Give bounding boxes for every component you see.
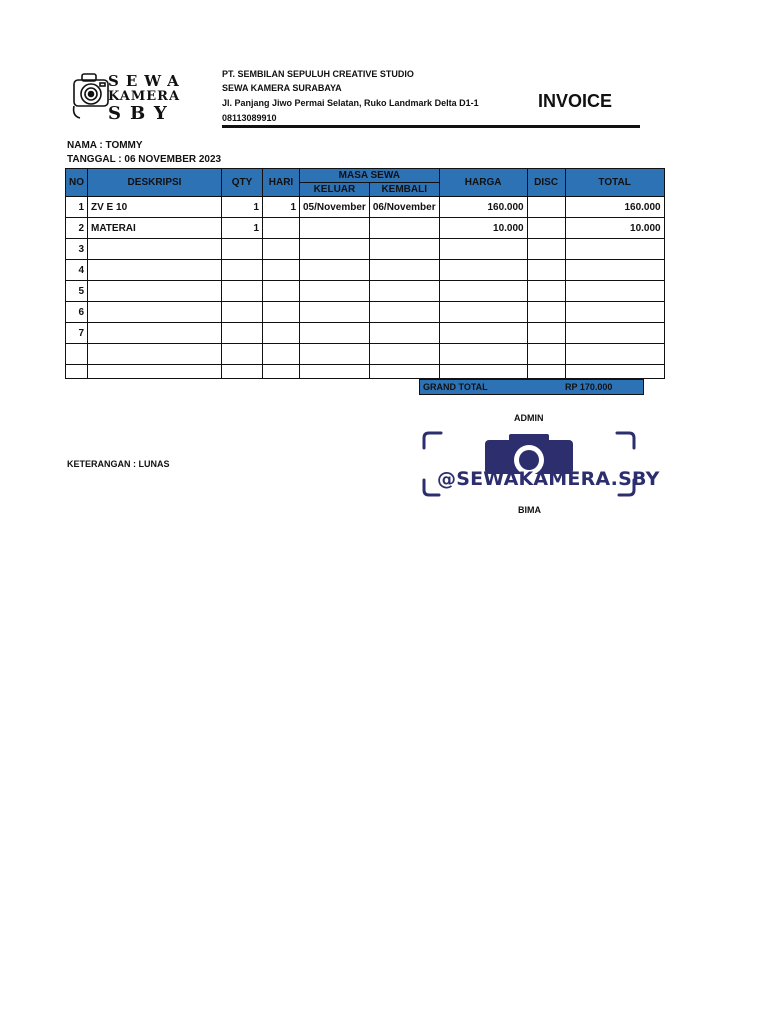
cell-qty	[222, 323, 263, 344]
table-row	[66, 260, 665, 281]
header-divider	[222, 125, 640, 128]
cell-description	[88, 344, 222, 365]
logo-word-3: SBY	[108, 103, 176, 124]
cell-return	[369, 260, 439, 281]
stamp-handle: @SEWAKAMERA.SBY	[437, 468, 660, 490]
signer-name: BIMA	[518, 505, 541, 515]
cell-disc	[527, 344, 565, 365]
cell-total	[565, 239, 664, 260]
invoice-date: TANGGAL : 06 NOVEMBER 2023	[67, 154, 222, 165]
col-header-out: KELUAR	[300, 183, 370, 197]
cell-description	[88, 365, 222, 379]
cell-description	[88, 302, 222, 323]
camera-logo-icon	[70, 66, 196, 124]
cell-total	[565, 302, 664, 323]
cell-out	[300, 218, 370, 239]
cell-price	[439, 260, 527, 281]
cell-qty	[222, 344, 263, 365]
cell-no: 6	[66, 302, 88, 323]
cell-out	[300, 239, 370, 260]
payment-note: KETERANGAN : LUNAS	[67, 459, 170, 469]
col-header-description: DESKRIPSI	[88, 169, 222, 197]
cell-days	[263, 302, 300, 323]
cell-qty	[222, 239, 263, 260]
cell-total	[565, 323, 664, 344]
company-logo	[70, 66, 196, 124]
brand-name: SEWA KAMERA SURABAYA	[222, 83, 342, 93]
col-header-qty: QTY	[222, 169, 263, 197]
cell-description	[88, 323, 222, 344]
cell-disc	[527, 197, 565, 218]
cell-days	[263, 218, 300, 239]
cell-no	[66, 365, 88, 379]
invoice-table	[65, 168, 665, 379]
col-header-days: HARI	[263, 169, 300, 197]
col-header-total: TOTAL	[565, 169, 664, 197]
cell-return	[369, 302, 439, 323]
cell-no: 2	[66, 218, 88, 239]
table-row	[66, 218, 665, 239]
cell-description	[88, 239, 222, 260]
cell-out	[300, 365, 370, 379]
cell-days	[263, 365, 300, 379]
cell-total	[565, 281, 664, 302]
cell-qty	[222, 365, 263, 379]
cell-out	[300, 281, 370, 302]
table-row	[66, 281, 665, 302]
cell-out: 05/November	[300, 197, 370, 218]
cell-days	[263, 323, 300, 344]
cell-days	[263, 260, 300, 281]
col-header-price: HARGA	[439, 169, 527, 197]
cell-no: 4	[66, 260, 88, 281]
cell-qty	[222, 302, 263, 323]
cell-disc	[527, 323, 565, 344]
cell-description: MATERAI	[88, 218, 222, 239]
cell-disc	[527, 260, 565, 281]
cell-qty	[222, 260, 263, 281]
cell-return	[369, 344, 439, 365]
cell-price: 160.000	[439, 197, 527, 218]
cell-total: 160.000	[565, 197, 664, 218]
cell-days: 1	[263, 197, 300, 218]
cell-no: 5	[66, 281, 88, 302]
table-row	[66, 197, 665, 218]
cell-no: 3	[66, 239, 88, 260]
cell-out	[300, 344, 370, 365]
logo-word-1: SEWA	[108, 72, 186, 90]
cell-return: 06/November	[369, 197, 439, 218]
cell-disc	[527, 239, 565, 260]
cell-return	[369, 218, 439, 239]
cell-price	[439, 239, 527, 260]
table-row	[66, 302, 665, 323]
cell-description	[88, 260, 222, 281]
cell-total	[565, 344, 664, 365]
company-stamp	[421, 430, 660, 500]
table-row	[66, 239, 665, 260]
cell-no: 7	[66, 323, 88, 344]
cell-no: 1	[66, 197, 88, 218]
cell-disc	[527, 365, 565, 379]
company-name: PT. SEMBILAN SEPULUH CREATIVE STUDIO	[222, 69, 414, 79]
cell-qty: 1	[222, 197, 263, 218]
company-phone: 08113089910	[222, 113, 277, 123]
cell-qty: 1	[222, 218, 263, 239]
cell-return	[369, 281, 439, 302]
cell-return	[369, 365, 439, 379]
signature-role: ADMIN	[514, 413, 544, 423]
logo-word-2: KAMERA	[108, 89, 181, 104]
col-header-rental-period: MASA SEWA	[300, 169, 440, 183]
grand-total-label: GRAND TOTAL	[423, 382, 488, 392]
cell-price	[439, 365, 527, 379]
grand-total-bar	[419, 379, 644, 395]
cell-price	[439, 302, 527, 323]
cell-out	[300, 302, 370, 323]
cell-disc	[527, 218, 565, 239]
cell-return	[369, 323, 439, 344]
cell-days	[263, 344, 300, 365]
col-header-return: KEMBALI	[369, 183, 439, 197]
cell-disc	[527, 302, 565, 323]
cell-price	[439, 323, 527, 344]
cell-price: 10.000	[439, 218, 527, 239]
col-header-no: NO	[66, 169, 88, 197]
company-address: Jl. Panjang Jiwo Permai Selatan, Ruko Landmark Delta D1-1	[222, 98, 479, 108]
cell-qty	[222, 281, 263, 302]
cell-out	[300, 260, 370, 281]
cell-total: 10.000	[565, 218, 664, 239]
table-row	[66, 323, 665, 344]
table-row	[66, 365, 665, 379]
customer-name: NAMA : TOMMY	[67, 140, 143, 151]
cell-price	[439, 344, 527, 365]
cell-days	[263, 281, 300, 302]
cell-no	[66, 344, 88, 365]
cell-return	[369, 239, 439, 260]
invoice-title: INVOICE	[538, 91, 613, 111]
col-header-disc: DISC	[527, 169, 565, 197]
cell-out	[300, 323, 370, 344]
cell-total	[565, 260, 664, 281]
cell-description	[88, 281, 222, 302]
grand-total-value: RP 170.000	[565, 382, 613, 392]
cell-description: ZV E 10	[88, 197, 222, 218]
table-row	[66, 344, 665, 365]
cell-total	[565, 365, 664, 379]
cell-disc	[527, 281, 565, 302]
cell-price	[439, 281, 527, 302]
cell-days	[263, 239, 300, 260]
